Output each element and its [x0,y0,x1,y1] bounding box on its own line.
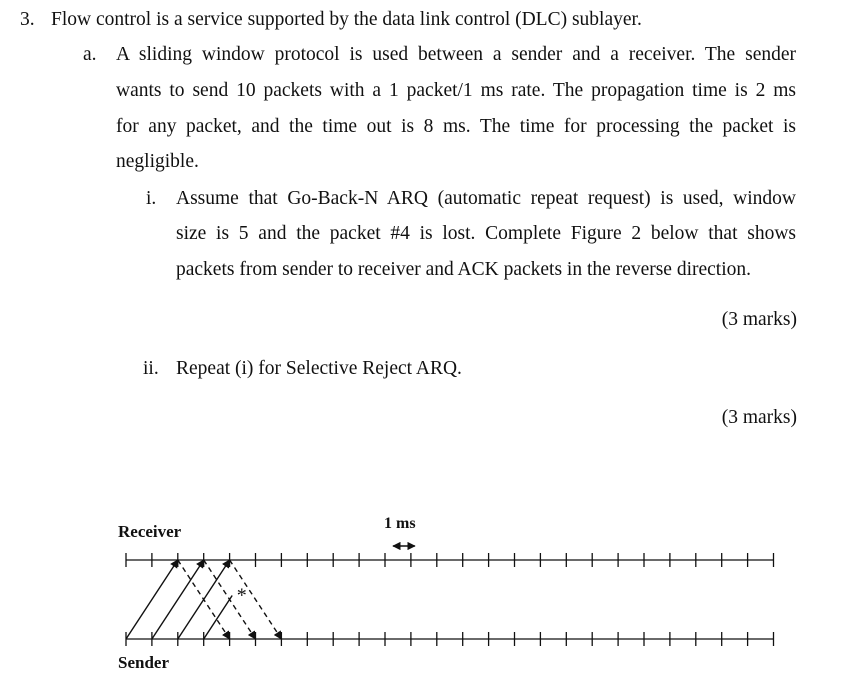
part-a-line-2: wants to send 10 packets with a 1 packet/1 ms rate. The propagation time is 2 ms [116,80,796,101]
part-a-line-1: A sliding window protocol is used between a sender and a receiver. The sender [116,44,796,65]
packet-arrow [152,560,204,639]
receiver-label: Receiver [118,522,182,541]
lost-packet-arrow [204,596,232,639]
sub-ii-label: ii. [143,358,159,379]
question-number: 3. [20,9,35,30]
sub-ii-text: Repeat (i) for Selective Reject ARQ. [176,358,462,379]
sub-i-line-3: packets from sender to receiver and ACK packets in the reverse direction. [176,259,752,280]
part-a-line-3: for any packet, and the time out is 8 ms. The time for processing the packet is [116,116,796,137]
timeline-figure [0,500,861,686]
part-a-line-4: negligible. [116,151,199,172]
lost-marker-icon: * [236,584,247,607]
sub-i-line-1: Assume that Go-Back-N ARQ (automatic repeat request) is used, window [176,188,796,209]
sub-i-label: i. [146,188,157,209]
packet-arrow [126,560,178,639]
sub-i-line-2: size is 5 and the packet #4 is lost. Complete Figure 2 below that shows [176,223,796,244]
sender-label: Sender [118,653,169,672]
part-a-label: a. [83,44,97,65]
sub-i-marks: (3 marks) [721,309,797,330]
sub-ii-marks: (3 marks) [721,407,797,428]
question-text: Flow control is a service supported by the data link control (DLC) sublayer. [51,9,642,30]
interval-label: 1 ms [384,515,416,532]
